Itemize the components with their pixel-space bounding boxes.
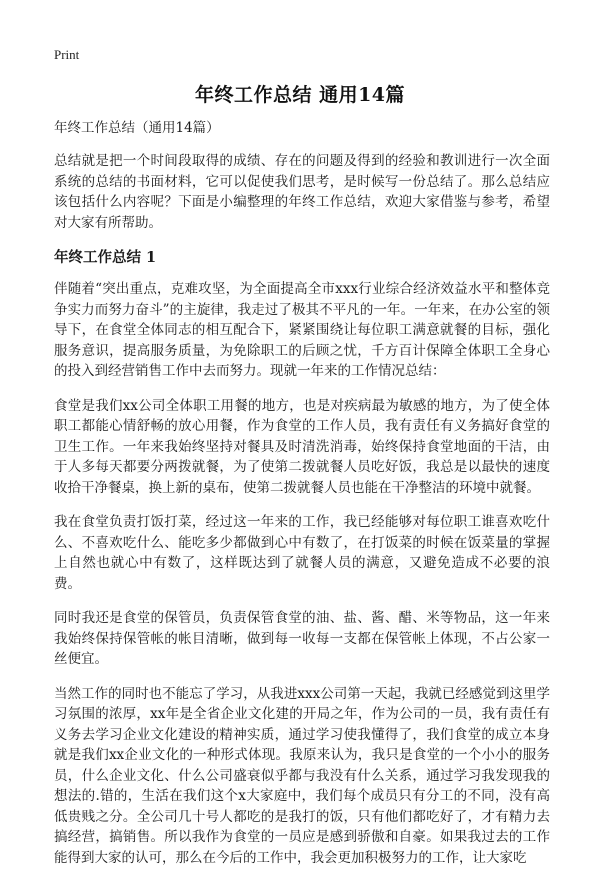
print-label: Print	[54, 47, 80, 62]
page-title: 年终工作总结 通用14篇	[194, 84, 406, 106]
body-paragraph: 当然工作的同时也不能忘了学习，从我进xxx公司第一天起，我就已经感觉到这里学习氛围的浓厚，xx年是全省企业文化建的开局之年，作为公司的一员，我有责任有义务去学习企业文化建设的精神实质，通过学习使我懂得了，我们食堂的成立本身就是我们xx企业文化的一种形式体现。我原来认为，我只是食堂的一个小小的服务员，什么企业文化、什么公司盛衰似乎都与我没有什么关系，通过学习我发现我的想法的.错的，生活在我们这个x大家庭中，我们每个成员只有分工的不同，没有高低贵贱之分。全公司几十号人都吃的是我打的饭，只有他们都吃好了，才有精力去搞经营，搞销售。所以我作为食堂的一员应是感到骄傲和自豪。如果我过去的工作能得到大家的认可，那么在今后的工作中，我会更加积极努力的工作，让大家吃	[54, 685, 550, 866]
intro-paragraph: 总结就是把一个时间段取得的成绩、存在的问题及得到的经验和教训进行一次全面系统的总结的书面材料，它可以促使我们思考，是时候写一份总结了。那么总结应该包括什么内容呢？下面是小编整理的年终工作总结，欢迎大家借鉴与参考，希望对大家有所帮助。	[54, 153, 550, 231]
body-paragraph: 食堂是我们xx公司全体职工用餐的地方，也是对疾病最为敏感的地方，为了使全体职工都能心情舒畅的放心用餐，作为食堂的工作人员，我有责任有义务搞好食堂的卫生工作。一年来我始终坚持对餐具及时清洗消毒，始终保持食堂地面的干洁，由于人多每天都要分两拨就餐，为了使第二拨就餐人员吃好饭，我总是以最快的速度收拾干净餐桌，换上新的桌布，使第二拨就餐人员也能在干净整洁的环境中就餐。	[54, 397, 550, 496]
document-body	[54, 117, 550, 882]
body-paragraph: 伴随着“突出重点，克难攻坚，为全面提高全市xxx行业综合经济效益水平和整体竞争实力而努力奋斗”的主旋律，我走过了极其不平凡的一年。一年来，在办公室的领导下，在食堂全体同志的相互配合下，紧紧围绕让每位职工满意就餐的目标，强化服务意识，提高服务质量，为免除职工的后顾之忧，千方百计保障全体职工全身心的投入到经营销售工作中去而努力。现就一年来的工作情况总结：	[54, 281, 550, 379]
section-heading: 年终工作总结 1	[54, 249, 157, 266]
body-paragraph: 同时我还是食堂的保管员，负责保管食堂的油、盐、酱、醋、米等物品，这一年来我始终保持保管帐的帐目清晰，做到每一收每一支都在保管帐上体现，不占公家一丝便宜。	[54, 610, 550, 667]
document-subtitle: 年终工作总结（通用14篇）	[54, 120, 220, 136]
body-paragraph: 我在食堂负责打饭打菜，经过这一年来的工作，我已经能够对每位职工谁喜欢吃什么、不喜欢吃什么、能吃多少都做到心中有数了，在打饭菜的时候在饭菜量的掌握上自然也就心中有数了，这样既达到了就餐人员的满意，又避免造成不必要的浪费。	[54, 514, 550, 592]
